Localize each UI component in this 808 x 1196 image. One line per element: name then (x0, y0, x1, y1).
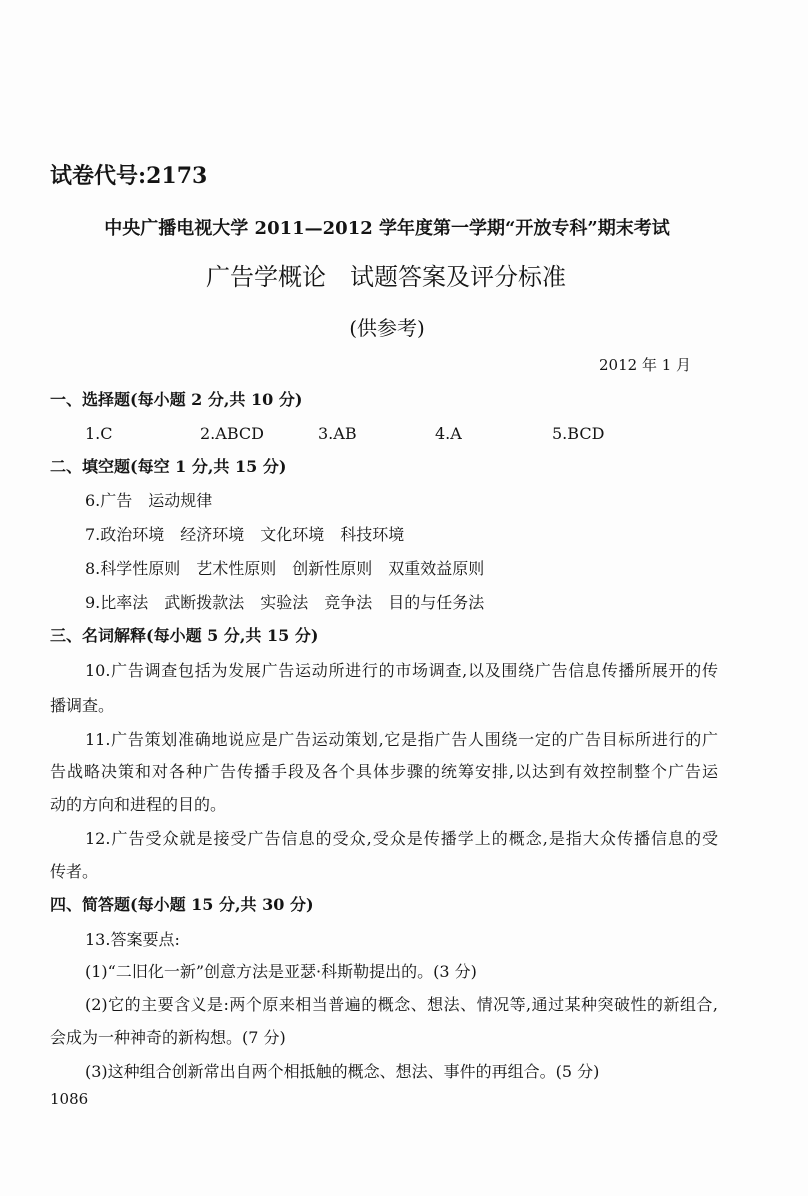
term-answer-line: 11.广告策划准确地说应是广告运动策划,它是指广告人围绕一定的广告目标所进行的广 (85, 730, 718, 749)
short-answer-line: (3)这种组合创新常出自两个相抵触的概念、想法、事件的再组合。(5 分) (85, 1062, 600, 1081)
section-heading-choice: 一、选择题(每小题 2 分,共 10 分) (50, 390, 303, 409)
term-answer-line: 告战略决策和对各种广告传播手段及各个具体步骤的统筹安排,以达到有效控制整个广告运 (50, 762, 718, 781)
short-answer-line: (1)“二旧化一新”创意方法是亚瑟·科斯勒提出的。(3 分) (85, 962, 477, 981)
fill-answer-line: 8.科学性原则 艺术性原则 创新性原则 双重效益原则 (85, 559, 485, 578)
subject-title: 广告学概论 试题答案及评分标准 (206, 263, 566, 291)
exam-title: 中央广播电视大学 2011—2012 学年度第一学期“开放专科”期末考试 (104, 218, 670, 239)
term-answer-line: 动的方向和进程的目的。 (50, 795, 227, 814)
fill-answer-line: 9.比率法 武断拨款法 实验法 竞争法 目的与任务法 (85, 593, 485, 612)
short-answer-line: 会成为一种神奇的新构想。(7 分) (50, 1028, 286, 1047)
term-answer-line: 10.广告调查包括为发展广告运动所进行的市场调查,以及围绕广告信息传播所展开的传 (85, 661, 718, 680)
choice-answer: 3.AB (318, 424, 357, 443)
fill-answer-line: 6.广告 运动规律 (85, 491, 213, 510)
term-answer-line: 12.广告受众就是接受广告信息的受众,受众是传播学上的概念,是指大众传播信息的受 (85, 829, 718, 848)
term-answer-line: 传者。 (50, 862, 99, 881)
term-answer-line: 播调查。 (50, 696, 115, 715)
reference-note: (供参考) (349, 316, 425, 340)
choice-answer: 1.C (85, 424, 113, 443)
fill-answer-line: 7.政治环境 经济环境 文化环境 科技环境 (85, 525, 405, 544)
choice-answer: 5.BCD (552, 424, 605, 443)
exam-date: 2012 年 1 月 (599, 356, 692, 374)
choice-answer: 4.A (435, 424, 462, 443)
short-answer-line: 13.答案要点: (85, 930, 180, 949)
section-heading-short-answer: 四、简答题(每小题 15 分,共 30 分) (50, 895, 314, 914)
paper-code: 试卷代号:2173 (50, 163, 208, 189)
section-heading-fill: 二、填空题(每空 1 分,共 15 分) (50, 457, 287, 476)
short-answer-line: (2)它的主要含义是:两个原来相当普遍的概念、想法、情况等,通过某种突破性的新组合, (85, 995, 718, 1014)
choice-answer: 2.ABCD (200, 424, 264, 443)
page-number: 1086 (50, 1090, 89, 1108)
section-heading-terms: 三、名词解释(每小题 5 分,共 15 分) (50, 626, 319, 645)
